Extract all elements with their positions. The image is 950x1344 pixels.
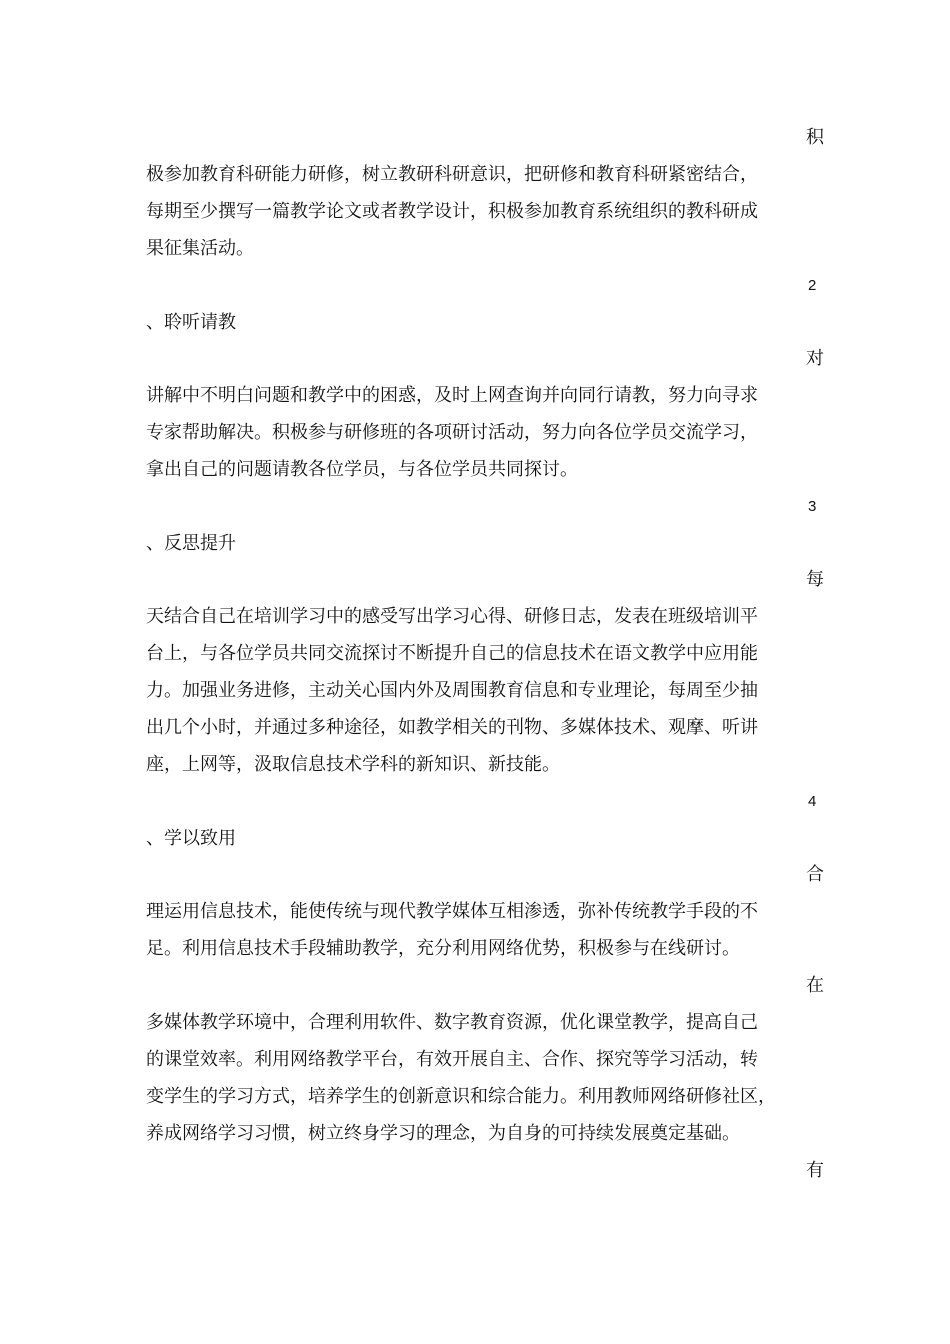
paragraph-line: 足。利用信息技术手段辅助教学，充分利用网络优势，积极参与在线研讨。 xyxy=(146,938,740,959)
section-number: 2 xyxy=(808,277,817,294)
paragraph-line: 台上，与各位学员共同交流探讨不断提升自己的信息技术在语文教学中应用能 xyxy=(146,643,758,664)
paragraph-line: 极参加教育科研能力研修，树立教研科研意识，把研修和教育科研紧密结合， xyxy=(146,164,758,185)
paragraph-lead-char: 每 xyxy=(806,569,824,590)
paragraph-line: 讲解中不明白问题和教学中的困惑，及时上网查询并向同行请教，努力向寻求 xyxy=(146,385,758,406)
paragraph-line: 养成网络学习习惯，树立终身学习的理念，为自身的可持续发展奠定基础。 xyxy=(146,1123,740,1144)
paragraph-line: 理运用信息技术，能使传统与现代教学媒体互相渗透，弥补传统教学手段的不 xyxy=(146,901,758,922)
paragraph-line: 每期至少撰写一篇教学论文或者教学设计，积极参加教育系统组织的教科研成 xyxy=(146,201,758,222)
paragraph-line: 拿出自己的问题请教各位学员，与各位学员共同探讨。 xyxy=(146,459,578,480)
paragraph-line: 座，上网等，汲取信息技术学科的新知识、新技能。 xyxy=(146,754,560,775)
paragraph-line: 出几个小时，并通过多种途径，如教学相关的刊物、多媒体技术、观摩、听讲 xyxy=(146,717,758,738)
paragraph-line: 力。加强业务进修，主动关心国内外及周围教育信息和专业理论，每周至少抽 xyxy=(146,680,758,701)
paragraph-line: 天结合自己在培训学习中的感受写出学习心得、研修日志，发表在班级培训平 xyxy=(146,606,758,627)
paragraph-line: 变学生的学习方式，培养学生的创新意识和综合能力。利用教师网络研修社区， xyxy=(146,1086,776,1107)
section-heading: 、聆听请教 xyxy=(146,312,236,333)
section-heading: 、学以致用 xyxy=(146,828,236,849)
paragraph-line: 果征集活动。 xyxy=(146,238,254,259)
section-heading: 、反思提升 xyxy=(146,533,236,554)
paragraph-line: 多媒体教学环境中，合理利用软件、数字教育资源，优化课堂教学，提高自己 xyxy=(146,1012,758,1033)
paragraph-lead-char: 合 xyxy=(806,864,824,885)
section-number: 4 xyxy=(808,793,817,810)
section-number: 3 xyxy=(808,498,817,515)
paragraph-lead-char: 在 xyxy=(806,975,824,996)
paragraph-line: 的课堂效率。利用网络教学平台，有效开展自主、合作、探究等学习活动，转 xyxy=(146,1049,758,1070)
paragraph-lead-char: 对 xyxy=(806,348,824,369)
paragraph-lead-char: 有 xyxy=(806,1160,824,1181)
paragraph-lead-char: 积 xyxy=(806,127,824,148)
paragraph-line: 专家帮助解决。积极参与研修班的各项研讨活动，努力向各位学员交流学习， xyxy=(146,422,758,443)
